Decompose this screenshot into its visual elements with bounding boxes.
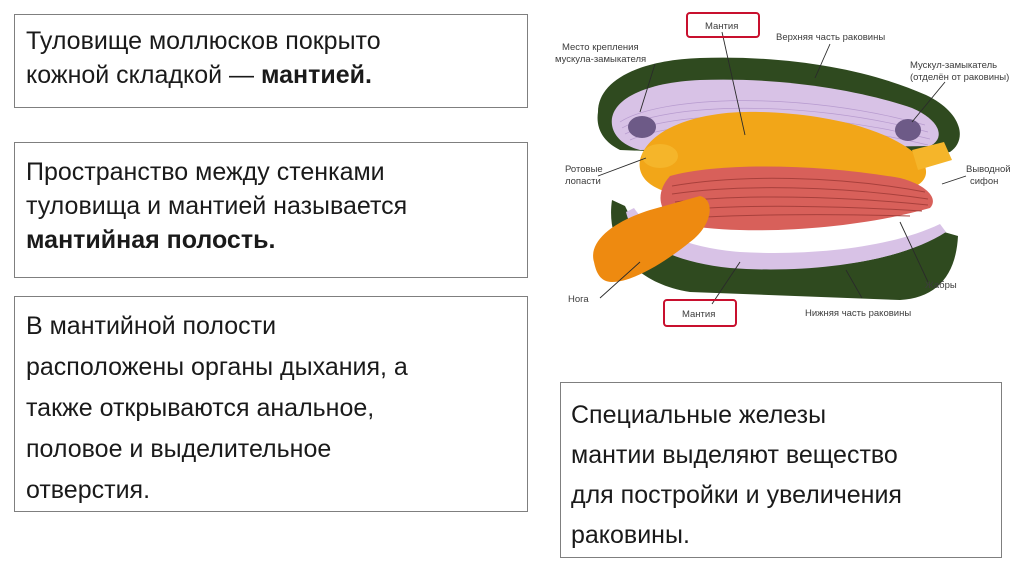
text-line <box>26 223 527 257</box>
label-muscle-attach-1: Место крепления <box>562 42 639 53</box>
oral-lobe <box>642 144 678 168</box>
text-line <box>26 58 527 92</box>
label-mantle-bottom: Мантия <box>682 309 716 320</box>
text-line: В мантийной полости <box>26 312 277 340</box>
text-box-cavity-organs <box>14 296 528 512</box>
label-foot: Нога <box>568 294 589 305</box>
text-line: для постройки и увеличения <box>571 481 902 509</box>
text-line: туловища и мантией называется <box>26 192 408 220</box>
text-line: Пространство между стенками <box>26 158 385 186</box>
text-box-mantle-definition <box>14 14 528 108</box>
label-mantle-top: Мантия <box>705 21 739 32</box>
label-muscle-attach-2: мускула-замыкателя <box>555 54 647 65</box>
bold-term-mantle-cavity: мантийная полость. <box>26 226 276 254</box>
anterior-muscle-scar <box>628 116 656 138</box>
text-line: Специальные железы <box>571 401 827 429</box>
label-shell-bottom: Нижняя часть раковины <box>805 308 912 319</box>
label-shell-top: Верхняя часть раковины <box>776 32 886 43</box>
text-box-mantle-cavity <box>14 142 528 278</box>
bold-term-mantle: мантией. <box>260 61 372 89</box>
posterior-muscle-scar <box>895 119 921 141</box>
text-line: расположены органы дыхания, а <box>26 353 408 381</box>
text-fragment: кожной складкой — <box>26 61 261 89</box>
label-siphon-1: Выводной <box>966 164 1011 175</box>
text-box-mantle-glands <box>560 382 1002 558</box>
text-line: раковины. <box>571 521 690 549</box>
label-oral-1: Ротовые <box>565 164 603 175</box>
leader-line <box>942 176 966 184</box>
label-adductor-2: (отделён от раковины) <box>910 72 1010 83</box>
text-line: Туловище моллюсков покрыто <box>26 27 381 55</box>
label-gills: Жабры <box>925 280 957 291</box>
leader-line <box>598 158 646 176</box>
label-adductor-1: Мускул-замыкатель <box>910 60 998 71</box>
text-line: мантии выделяют вещество <box>571 441 898 469</box>
text-line: отверстия. <box>26 476 151 504</box>
label-oral-2: лопасти <box>565 176 601 187</box>
label-siphon-2: сифон <box>970 176 999 187</box>
mollusk-anatomy-diagram <box>548 0 1024 360</box>
text-line: также открываются анальное, <box>26 394 375 422</box>
text-line: половое и выделительное <box>26 435 332 463</box>
